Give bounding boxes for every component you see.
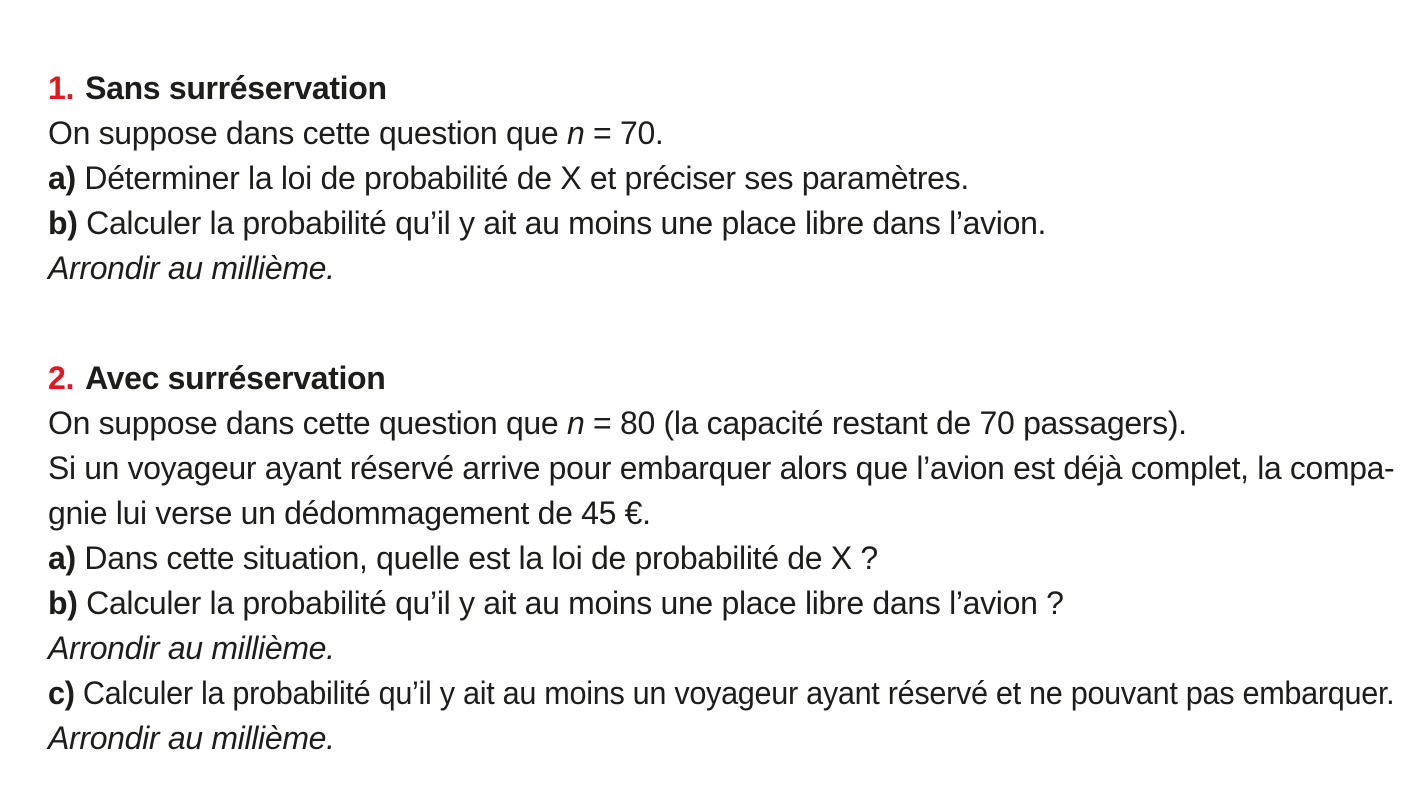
text-segment: Arrondir au millième. — [48, 630, 335, 666]
section-1-title: Sans surréservation — [85, 70, 387, 106]
text-line — [48, 626, 1394, 671]
text-line — [48, 716, 1394, 761]
section-2-title: Avec surréservation — [85, 360, 386, 396]
exercise-section-1 — [48, 66, 1394, 291]
text-segment: b) — [48, 585, 78, 621]
text-segment: = 70. — [584, 115, 664, 151]
text-segment: Déterminer la loi de probabilité de X et préciser ses paramètres. — [75, 160, 969, 196]
section-1-number: 1. — [48, 70, 75, 106]
text-segment: Calculer la probabilité qu’il y ait au moins une place libre dans l’avion. — [77, 205, 1047, 241]
exercise-section-2 — [48, 356, 1394, 761]
text-line — [48, 671, 1395, 716]
text-line — [48, 111, 1394, 156]
text-segment: b) — [48, 205, 78, 241]
text-segment: On suppose dans cette question que — [48, 405, 567, 441]
text-line — [48, 446, 1395, 491]
text-line — [48, 491, 1394, 536]
text-line — [48, 201, 1394, 246]
text-segment: c) — [48, 675, 75, 711]
text-segment: Arrondir au millième. — [48, 720, 335, 756]
text-line — [48, 401, 1394, 446]
text-segment: n — [566, 405, 585, 441]
text-segment: = 80 (la capacité restant de 70 passagers). — [584, 405, 1187, 441]
section-2-heading — [48, 356, 1394, 401]
text-segment: a) — [48, 540, 76, 576]
text-segment: gnie lui verse un dédommagement de 45 €. — [48, 495, 651, 531]
text-line — [48, 246, 1394, 291]
text-segment: Dans cette situation, quelle est la loi de probabilité de X ? — [75, 540, 878, 576]
text-segment: Si un voyageur ayant réservé arrive pour embarquer alors que l’avion est déjà complet, la compa- — [48, 450, 1395, 486]
section-1-lines — [48, 111, 1394, 291]
section-2-number: 2. — [48, 360, 75, 396]
text-line — [48, 156, 1394, 201]
text-segment: On suppose dans cette question que — [48, 115, 567, 151]
section-2-lines — [48, 401, 1394, 761]
text-segment: Arrondir au millième. — [48, 250, 335, 286]
text-segment: n — [566, 115, 585, 151]
text-segment: a) — [48, 160, 76, 196]
section-1-heading — [48, 66, 1394, 111]
text-segment: Calculer la probabilité qu’il y ait au moins un voyageur ayant réservé et ne pouvant pas embarquer. — [74, 675, 1395, 711]
text-line — [48, 581, 1394, 626]
text-segment: Calculer la probabilité qu’il y ait au moins une place libre dans l’avion ? — [77, 585, 1064, 621]
text-line — [48, 536, 1394, 581]
